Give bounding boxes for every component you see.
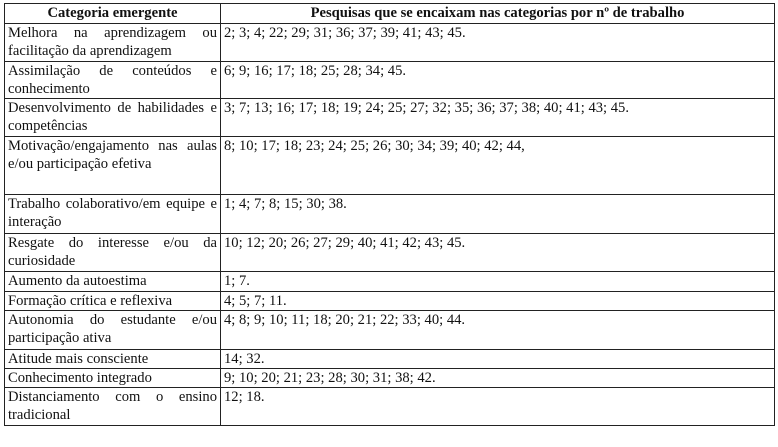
works-cell: 12; 18. <box>221 388 775 426</box>
works-cell: 4; 8; 9; 10; 11; 18; 20; 21; 22; 33; 40; 44. <box>221 311 775 350</box>
table-row <box>5 234 775 272</box>
works-cell: 9; 10; 20; 21; 23; 28; 30; 31; 38; 42. <box>221 369 775 388</box>
header-category: Categoria emergente <box>5 4 221 24</box>
category-cell: Trabalho colaborativo/em equipe e interação <box>5 195 221 234</box>
works-cell: 1; 7. <box>221 272 775 292</box>
category-cell: Melhora na aprendizagem ou facilitação da aprendizagem <box>5 24 221 62</box>
table-row <box>5 292 775 311</box>
category-cell: Desenvolvimento de habilidades e competências <box>5 99 221 137</box>
works-cell: 3; 7; 13; 16; 17; 18; 19; 24; 25; 27; 32; 35; 36; 37; 38; 40; 41; 43; 45. <box>221 99 775 137</box>
category-cell: Autonomia do estudante e/ou participação ativa <box>5 311 221 350</box>
works-cell: 10; 12; 20; 26; 27; 29; 40; 41; 42; 43; 45. <box>221 234 775 272</box>
category-cell: Assimilação de conteúdos e conhecimento <box>5 62 221 99</box>
header-works: Pesquisas que se encaixam nas categorias por nº de trabalho <box>221 4 775 24</box>
works-cell: 14; 32. <box>221 350 775 369</box>
table-row <box>5 388 775 426</box>
works-cell: 4; 5; 7; 11. <box>221 292 775 311</box>
works-cell: 1; 4; 7; 8; 15; 30; 38. <box>221 195 775 234</box>
categories-table <box>4 3 775 426</box>
table-row <box>5 369 775 388</box>
category-cell: Conhecimento integrado <box>5 369 221 388</box>
works-cell: 8; 10; 17; 18; 23; 24; 25; 26; 30; 34; 39; 40; 42; 44, <box>221 137 775 195</box>
category-cell: Atitude mais consciente <box>5 350 221 369</box>
table-row <box>5 311 775 350</box>
table-header-row <box>5 4 775 24</box>
categories-table-container <box>4 3 774 426</box>
table-row <box>5 99 775 137</box>
category-cell: Distanciamento com o ensino tradicional <box>5 388 221 426</box>
table-row <box>5 272 775 292</box>
table-row <box>5 24 775 62</box>
table-row <box>5 62 775 99</box>
category-cell: Formação crítica e reflexiva <box>5 292 221 311</box>
category-cell: Motivação/engajamento nas aulas e/ou participação efetiva <box>5 137 221 195</box>
table-row <box>5 195 775 234</box>
table-row <box>5 350 775 369</box>
category-cell: Aumento da autoestima <box>5 272 221 292</box>
table-row <box>5 137 775 195</box>
works-cell: 6; 9; 16; 17; 18; 25; 28; 34; 45. <box>221 62 775 99</box>
category-cell: Resgate do interesse e/ou da curiosidade <box>5 234 221 272</box>
works-cell: 2; 3; 4; 22; 29; 31; 36; 37; 39; 41; 43; 45. <box>221 24 775 62</box>
